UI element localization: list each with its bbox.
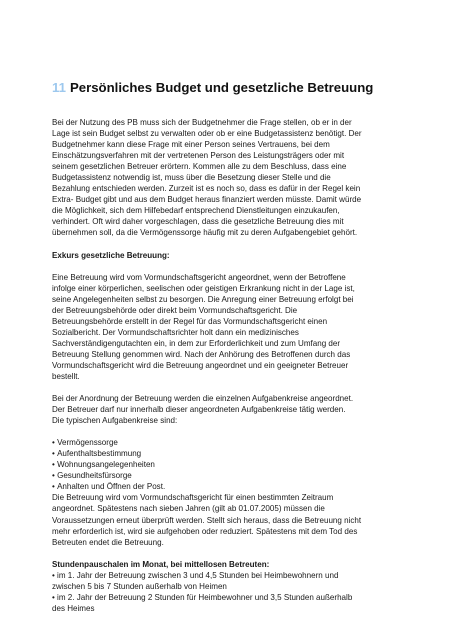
excursus-heading: Exkurs gesetzliche Betreuung:	[52, 250, 170, 260]
hours-heading: Stundenpauschalen im Monat, bei mittellosen Betreuten:	[52, 559, 270, 569]
document-body	[52, 117, 402, 614]
hours-line: zwischen 5 bis 7 Stunden außerhalb von Heimen	[52, 581, 227, 591]
intro-line: Bei der Nutzung des PB muss sich der Budgetnehmer die Frage stellen, ob er in der	[52, 118, 352, 127]
intro-line: die Möglichkeit, sich dem Hilfebedarf entsprechend Dienstleitungen einzukaufen,	[52, 206, 340, 216]
intro-line: übernehmen soll, da die Vermögenssorge häufig mit zu deren Aufgabengebiet gehört.	[52, 228, 358, 238]
excursus-line: seine Angelegenheiten selbst zu besorgen. Die Anregung einer Betreuung erfolgt bei	[52, 294, 354, 304]
intro-line: Budgetnehmer kann diese Frage mit einer Person seines Vertrauens, bei dem	[52, 140, 330, 150]
task-list	[52, 437, 402, 492]
excursus-line: Sachverständigengutachten ein, in dem zur Erforderlichkeit und zum Umfang der	[52, 338, 341, 348]
duration-paragraph	[52, 492, 402, 547]
duration-line: Betreuten endet die Betreuung.	[52, 537, 164, 547]
excursus-line: Sozialbericht. Der Vormundschaftsrichter holt dann ein medizinisches	[52, 327, 299, 337]
intro-line: Einschätzungsverfahren mit der vertretenen Person des Leistungsträgers oder mit	[52, 151, 345, 161]
hours-line: • im 1. Jahr der Betreuung zwischen 3 und 4,5 Stunden bei Heimbewohnern und	[52, 570, 339, 580]
tasks-line: Der Betreuer darf nur innerhalb dieser angeordneten Aufgabenkreise tätig werden.	[52, 405, 346, 415]
intro-line: verhindert. Oft wird daher vorgeschlagen, dass die gesetzliche Betreuung dies mit	[52, 217, 344, 227]
excursus-line: Eine Betreuung wird vom Vormundschaftsgericht angeordnet, wenn der Betroffene	[52, 272, 346, 282]
intro-line: seinem gesetzlichen Betreuer erörtern. Kommen alle zu dem Beschluss, dass eine	[52, 162, 347, 172]
tasks-line: Die typischen Aufgabenkreise sind:	[52, 416, 178, 426]
tasks-paragraph	[52, 393, 402, 426]
list-item: • Vermögenssorge	[52, 437, 402, 448]
list-item: • Aufenthaltsbestimmung	[52, 448, 402, 459]
list-item: • Wohnungsangelegenheiten	[52, 459, 402, 470]
intro-paragraph	[52, 117, 402, 239]
excursus-line: der Betreuungsbehörde oder direkt beim Vormundschaftsgericht. Die	[52, 305, 298, 315]
list-item: • Anhalten und Öffnen der Post.	[52, 481, 402, 492]
excursus-line: Betreuungsbehörde erstellt in der Regel für das Vormundschaftsgericht einen	[52, 316, 328, 326]
section-number: 11	[52, 80, 66, 95]
intro-line: Budgetassistenz notwendig ist, muss über die Besetzung dieser Stelle und die	[52, 173, 331, 183]
tasks-line: Bei der Anordnung der Betreuung werden die einzelnen Aufgabenkreise angeordnet.	[52, 394, 354, 404]
section-heading	[52, 79, 432, 96]
hours-line: des Heimes	[52, 603, 95, 613]
hours-paragraph	[52, 570, 402, 614]
intro-line: Extra- Budget gibt und aus dem Budget heraus finanziert werden müsste. Damit würde	[52, 195, 362, 205]
duration-line: mehr erforderlich ist, wird sie aufgehoben oder reduziert. Spätestens mit dem Tod des	[52, 526, 358, 536]
duration-line: Die Betreuung wird vom Vormundschaftsgericht für einen bestimmten Zeitraum	[52, 493, 334, 503]
excursus-line: bestellt.	[52, 371, 80, 381]
duration-line: angeordnet. Spätestens nach sieben Jahren (gilt ab 01.07.2005) müssen die	[52, 504, 325, 514]
list-item: • Gesundheitsfürsorge	[52, 470, 402, 481]
excursus-line: Vormundschaftsgericht wird die Betreuung angeordnet und ein geeigneter Betreuer	[52, 360, 349, 370]
excursus-line: infolge einer körperlichen, seelischen oder geistigen Erkrankung nicht in der Lage ist,	[52, 283, 355, 293]
section-title: Persönliches Budget und gesetzliche Betreuung	[69, 80, 374, 95]
excursus-line: Betreuung Stellung genommen wird. Nach der Anhörung des Betroffenen durch das	[52, 349, 351, 359]
duration-line: Voraussetzungen erneut überprüft werden. Stellt sich heraus, dass die Betreuung nicht	[52, 515, 362, 525]
excursus-paragraph	[52, 272, 402, 382]
intro-line: Lage ist sein Budget selbst zu verwalten oder ob er eine Budgetassistenz benötigt. Der	[52, 129, 362, 139]
hours-line: • im 2. Jahr der Betreuung 2 Stunden für Heimbewohner und 3,5 Stunden außerhalb	[52, 592, 353, 602]
intro-line: Bezahlung entschieden werden. Zurzeit ist es noch so, dass es dafür in der Regel kein	[52, 184, 361, 194]
